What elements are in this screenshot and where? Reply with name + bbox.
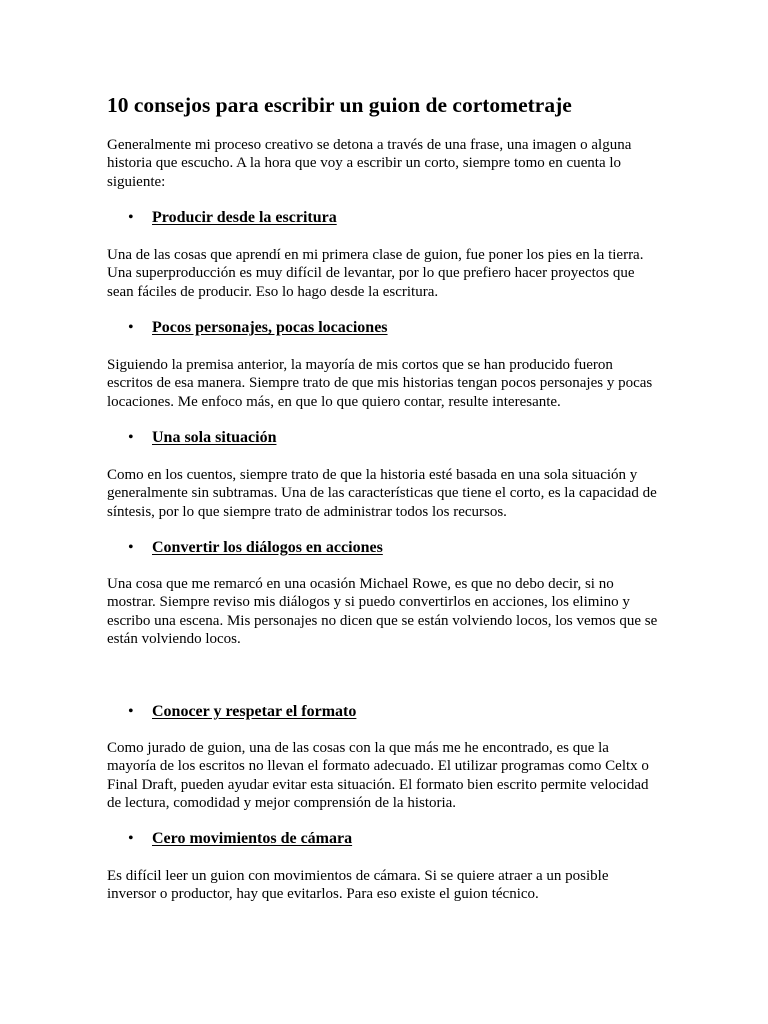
section-heading-pocos-personajes [128,318,388,338]
section-heading-text: Producir desde la escritura [152,209,337,226]
section-heading-text: Pocos personajes, pocas locaciones [152,319,388,336]
bullet-icon: • [128,703,134,720]
paragraph-line: inversor o productor, hay que evitarlos. Para eso existe el guion técnico. [107,886,539,903]
section-heading-una-sola-situacion [128,428,276,448]
section-heading-conocer-formato [128,702,356,722]
paragraph-line: mayoría de los escritos no llevan el formato adecuado. El utilizar programas como Celtx o [107,758,649,775]
section-paragraph [107,739,649,812]
paragraph-line: generalmente sin subtramas. Una de las características que tiene el corto, es la capacidad de [107,485,657,502]
paragraph-line: Es difícil leer un guion con movimientos de cámara. Si se quiere atraer a un posible [107,868,609,884]
page-title: 10 consejos para escribir un guion de cortometraje [107,93,572,117]
paragraph-line: historia que escucho. A la hora que voy a escribir un corto, siempre tomo en cuenta lo [107,155,622,172]
paragraph-line: Una cosa que me remarcó en una ocasión Michael Rowe, es que no debo decir, si no [107,576,614,592]
intro-paragraph [107,136,631,191]
bullet-icon: • [128,830,134,847]
paragraph-line: Una superproducción es muy difícil de levantar, por lo que prefiero hacer proyectos que [107,265,635,282]
paragraph-line: de lectura, comodidad y mejor comprensión de la historia. [107,794,457,811]
section-paragraph [107,246,643,301]
paragraph-line: Final Draft, pueden ayudar evitar esta situación. El formato bien escrito permite velocidad [107,776,649,793]
paragraph-line: locaciones. Me enfoco más, en que lo que quiero contar, resulte interesante. [107,393,561,410]
section-paragraph [107,466,657,521]
section-paragraph [107,867,609,904]
paragraph-line: Siguiendo la premisa anterior, la mayoría de mis cortos que se han producido fueron [107,357,613,373]
section-heading-convertir-dialogos [128,538,383,558]
section-heading-cero-movimientos [128,829,352,849]
paragraph-line: Una de las cosas que aprendí en mi primera clase de guion, fue poner los pies en la tierra. [107,247,644,263]
paragraph-line: síntesis, por lo que siempre trato de administrar todos los recursos. [107,503,507,520]
paragraph-line: están volviendo locos. [107,630,241,647]
paragraph-line: Como en los cuentos, siempre trato de que la historia esté basada en una sola situación y [107,467,638,483]
section-heading-producir [128,208,337,228]
paragraph-line: escritos de esa manera. Siempre trato de que mis historias tengan pocos personajes y pocas [107,375,653,392]
section-heading-text: Conocer y respetar el formato [152,703,357,720]
section-heading-text: Cero movimientos de cámara [152,830,353,847]
bullet-icon: • [128,319,134,336]
paragraph-line: escribo una escena. Mis personajes no dicen que se están volviendo locos, los vemos que se [107,612,658,629]
section-paragraph [107,356,652,411]
paragraph-line: Como jurado de guion, una de las cosas con la que más me he encontrado, es que la [107,740,609,756]
paragraph-line: mostrar. Siempre reviso mis diálogos y si puedo convertirlos en acciones, los elimino y [107,594,630,611]
bullet-icon: • [128,209,134,226]
bullet-icon: • [128,429,134,446]
section-heading-text: Convertir los diálogos en acciones [152,539,383,556]
bullet-icon: • [128,539,134,556]
section-paragraph [107,575,657,648]
paragraph-line: sean fáciles de producir. Eso lo hago desde la escritura. [107,283,439,300]
section-heading-text: Una sola situación [152,429,277,446]
paragraph-line: Generalmente mi proceso creativo se detona a través de una frase, una imagen o alguna [107,137,632,153]
paragraph-line: siguiente: [107,173,166,190]
